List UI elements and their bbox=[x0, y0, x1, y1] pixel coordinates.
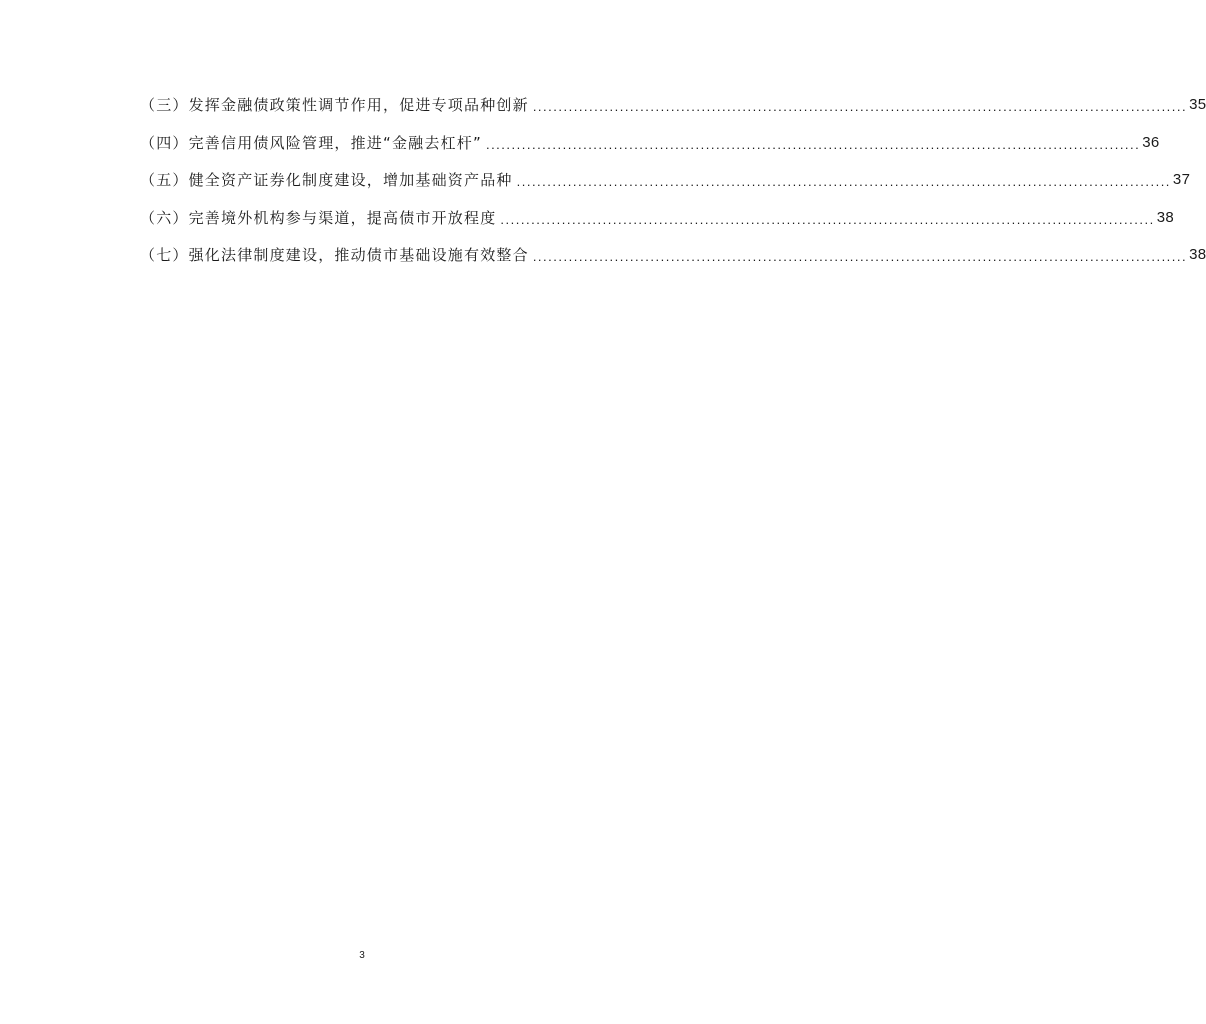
page-footer-number: 3 bbox=[359, 950, 365, 961]
toc-entry-title: （六）完善境外机构参与渠道，提高债市开放程度 bbox=[140, 208, 497, 227]
toc-entry[interactable] bbox=[140, 92, 1206, 118]
toc-dot-leader bbox=[533, 246, 1187, 268]
toc-entry[interactable] bbox=[140, 130, 1160, 156]
toc-entry[interactable] bbox=[140, 205, 1175, 231]
toc-entry-page-number: 38 bbox=[1156, 208, 1175, 226]
toc-entry-page-number: 36 bbox=[1142, 133, 1160, 151]
toc-dot-leader bbox=[533, 96, 1187, 118]
toc-entry-title: （五）健全资产证券化制度建设，增加基础资产品种 bbox=[140, 171, 513, 189]
toc-entry-title: （七）强化法律制度建设，推动债市基础设施有效整合 bbox=[140, 246, 529, 264]
toc-entry-page-number: 37 bbox=[1172, 171, 1191, 188]
toc-entry-page-number: 38 bbox=[1189, 246, 1206, 263]
toc-entry[interactable] bbox=[140, 242, 1206, 268]
toc-entry-title: （四）完善信用债风险管理，推进“金融去杠杆” bbox=[140, 133, 482, 152]
toc-dot-leader bbox=[500, 209, 1154, 231]
toc-dot-leader bbox=[517, 171, 1171, 193]
table-of-contents bbox=[140, 92, 1206, 280]
toc-entry[interactable] bbox=[140, 167, 1191, 193]
toc-dot-leader bbox=[486, 134, 1140, 156]
toc-entry-title: （三）发挥金融债政策性调节作用，促进专项品种创新 bbox=[140, 96, 529, 114]
toc-entry-page-number: 35 bbox=[1189, 96, 1206, 113]
